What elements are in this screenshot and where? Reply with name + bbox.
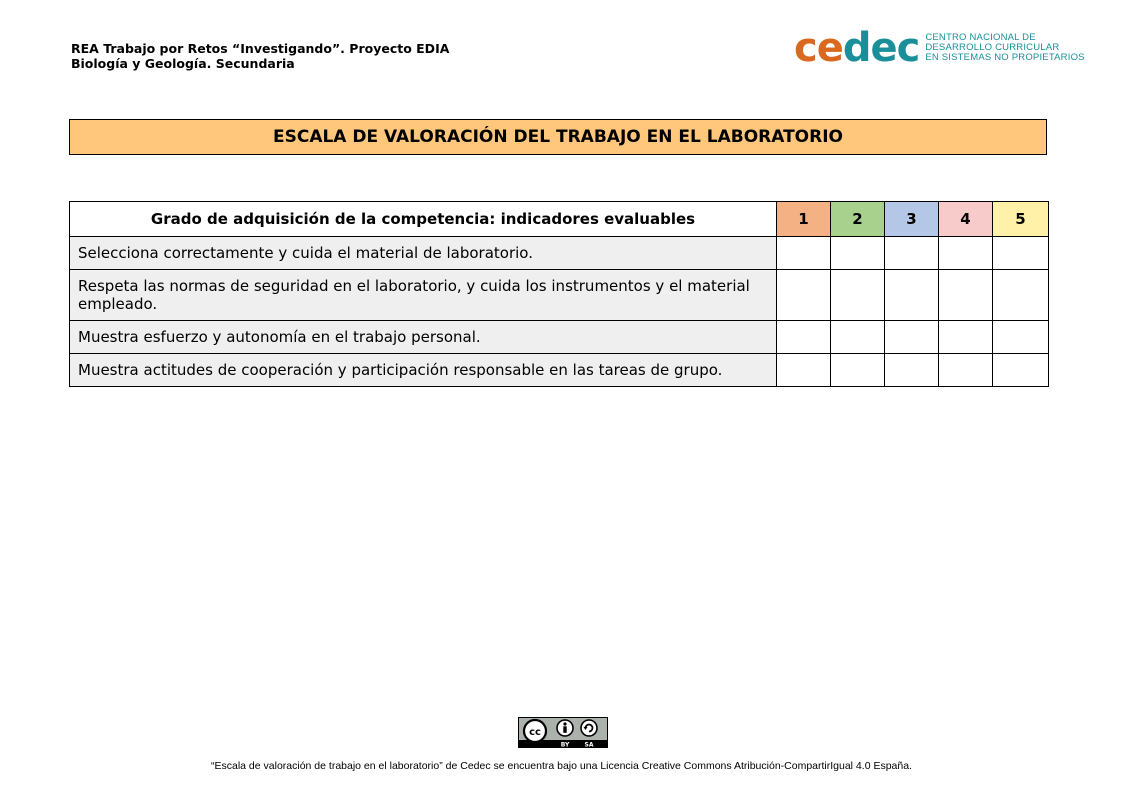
indicators-header: Grado de adquisición de la competencia: indicadores evaluables [70, 202, 777, 237]
indicator-text: Respeta las normas de seguridad en el laboratorio, y cuida los instrumentos y el material empleado. [70, 270, 777, 321]
page-title: ESCALA DE VALORACIÓN DEL TRABAJO EN EL LABORATORIO [69, 119, 1047, 155]
score-cell-5[interactable] [993, 321, 1049, 354]
level-2-header: 2 [831, 202, 885, 237]
score-cell-2[interactable] [831, 237, 885, 270]
score-cell-4[interactable] [939, 321, 993, 354]
table-header-row [70, 202, 1049, 237]
score-cell-2[interactable] [831, 270, 885, 321]
level-3-header: 3 [885, 202, 939, 237]
indicator-text: Muestra actitudes de cooperación y participación responsable en las tareas de grupo. [70, 354, 777, 387]
score-cell-3[interactable] [885, 354, 939, 387]
level-4-header: 4 [939, 202, 993, 237]
score-cell-4[interactable] [939, 354, 993, 387]
score-cell-1[interactable] [777, 321, 831, 354]
level-1-header: 1 [777, 202, 831, 237]
sa-icon [581, 720, 597, 736]
score-cell-1[interactable] [777, 237, 831, 270]
cedec-logo-subtitle: CENTRO NACIONAL DE DESARROLLO CURRICULAR EN SISTEMAS NO PROPIETARIOS [925, 32, 1085, 63]
header-line-1: REA Trabajo por Retos “Investigando”. Proyecto EDIA [71, 41, 450, 56]
score-cell-3[interactable] [885, 270, 939, 321]
cedec-logo-word: cedec [794, 25, 920, 71]
level-5-header: 5 [993, 202, 1049, 237]
table-row [70, 321, 1049, 354]
license-text: “Escala de valoración de trabajo en el laboratorio” de Cedec se encuentra bajo una Licencia Creative Commons Atribución-CompartirIgual 4.0 España. [211, 760, 912, 772]
score-cell-4[interactable] [939, 237, 993, 270]
cedec-logo [794, 27, 1085, 69]
document-header [71, 41, 449, 71]
score-cell-2[interactable] [831, 354, 885, 387]
creative-commons-badge[interactable] [518, 717, 608, 748]
score-cell-5[interactable] [993, 270, 1049, 321]
table-row [70, 354, 1049, 387]
score-cell-1[interactable] [777, 354, 831, 387]
score-cell-5[interactable] [993, 354, 1049, 387]
score-cell-4[interactable] [939, 270, 993, 321]
table-row [70, 270, 1049, 321]
badge-sa-label: SA [584, 741, 594, 748]
header-line-2: Biología y Geología. Secundaria [71, 56, 295, 71]
score-cell-3[interactable] [885, 321, 939, 354]
score-cell-2[interactable] [831, 321, 885, 354]
score-cell-1[interactable] [777, 270, 831, 321]
indicator-text: Selecciona correctamente y cuida el material de laboratorio. [70, 237, 777, 270]
badge-by-label: BY [560, 741, 570, 748]
indicator-text: Muestra esfuerzo y autonomía en el trabajo personal. [70, 321, 777, 354]
table-row [70, 237, 1049, 270]
score-cell-5[interactable] [993, 237, 1049, 270]
score-cell-3[interactable] [885, 237, 939, 270]
assessment-table [69, 201, 1049, 387]
cc-icon-letters: cc [529, 727, 541, 738]
